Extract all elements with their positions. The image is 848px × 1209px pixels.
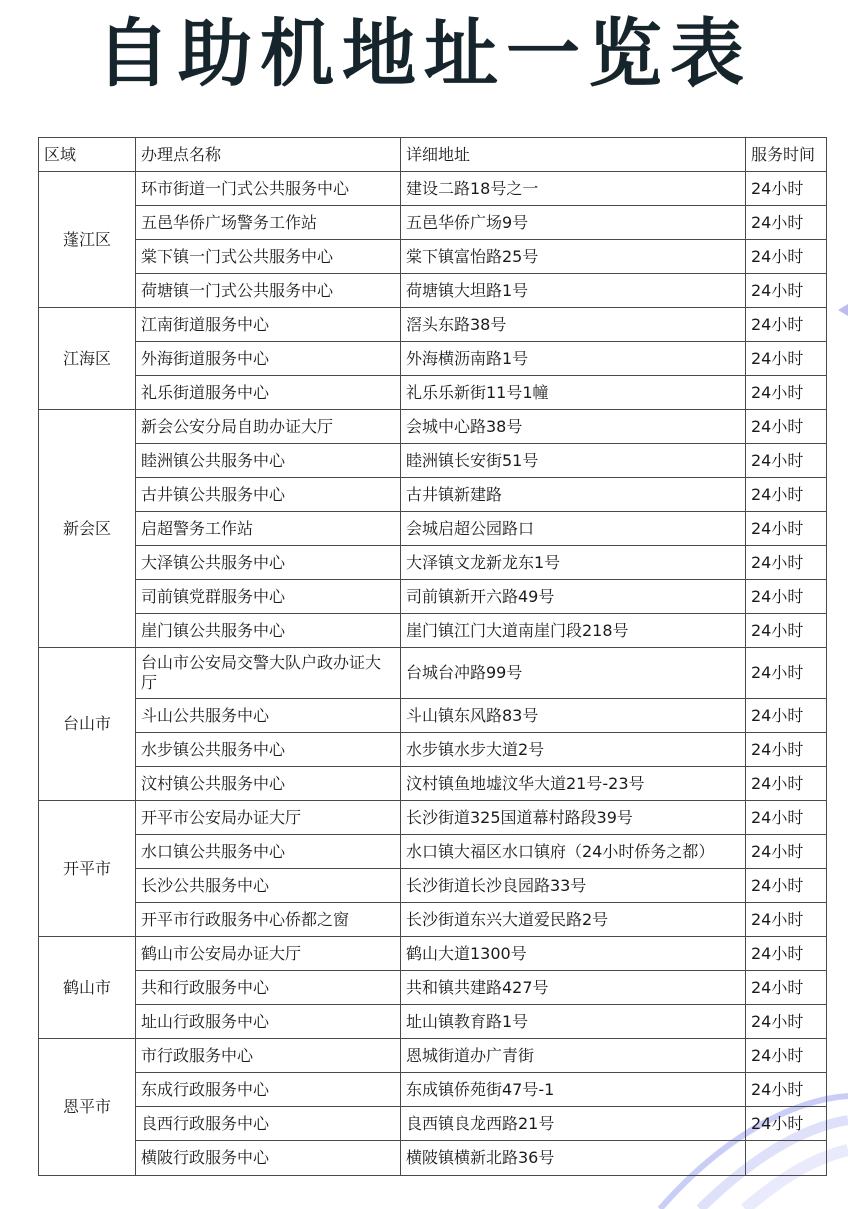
hours-cell: 24小时	[746, 699, 827, 733]
address-cell: 会城启超公园路口	[401, 512, 746, 546]
address-cell: 水步镇水步大道2号	[401, 733, 746, 767]
region-cell: 蓬江区	[39, 172, 136, 308]
table-row	[39, 444, 827, 478]
site-name-cell: 江南街道服务中心	[136, 308, 401, 342]
hours-cell: 24小时	[746, 903, 827, 937]
table-row	[39, 240, 827, 274]
region-cell: 新会区	[39, 410, 136, 648]
address-cell: 共和镇共建路427号	[401, 971, 746, 1005]
site-name-cell: 长沙公共服务中心	[136, 869, 401, 903]
address-cell: 建设二路18号之一	[401, 172, 746, 206]
table-body	[39, 172, 827, 1176]
table-row	[39, 410, 827, 444]
address-cell: 礼乐乐新街11号1幢	[401, 376, 746, 410]
site-name-cell: 五邑华侨广场警务工作站	[136, 206, 401, 240]
hours-cell: 24小时	[746, 478, 827, 512]
address-cell: 斗山镇东风路83号	[401, 699, 746, 733]
hours-cell	[746, 1141, 827, 1176]
address-cell: 良西镇良龙西路21号	[401, 1107, 746, 1141]
region-cell: 恩平市	[39, 1039, 136, 1176]
address-cell: 长沙街道长沙良园路33号	[401, 869, 746, 903]
header-address: 详细地址	[401, 138, 746, 172]
site-name-cell: 新会公安分局自助办证大厅	[136, 410, 401, 444]
site-name-cell: 环市街道一门式公共服务中心	[136, 172, 401, 206]
table-row	[39, 801, 827, 835]
hours-cell: 24小时	[746, 512, 827, 546]
table-row	[39, 1005, 827, 1039]
hours-cell: 24小时	[746, 376, 827, 410]
address-cell: 鹤山大道1300号	[401, 937, 746, 971]
hours-cell: 24小时	[746, 546, 827, 580]
table-row	[39, 172, 827, 206]
site-name-cell: 司前镇党群服务中心	[136, 580, 401, 614]
region-cell: 江海区	[39, 308, 136, 410]
address-cell: 恩城街道办广青街	[401, 1039, 746, 1073]
site-name-cell: 礼乐街道服务中心	[136, 376, 401, 410]
table-row	[39, 767, 827, 801]
table-row	[39, 376, 827, 410]
hours-cell: 24小时	[746, 206, 827, 240]
header-region: 区域	[39, 138, 136, 172]
address-cell: 址山镇教育路1号	[401, 1005, 746, 1039]
hours-cell: 24小时	[746, 648, 827, 699]
hours-cell: 24小时	[746, 1107, 827, 1141]
table-row	[39, 903, 827, 937]
address-cell: 滘头东路38号	[401, 308, 746, 342]
hours-cell: 24小时	[746, 274, 827, 308]
header-hours: 服务时间	[746, 138, 827, 172]
address-cell: 水口镇大福区水口镇府（24小时侨务之都）	[401, 835, 746, 869]
hours-cell: 24小时	[746, 971, 827, 1005]
table-row	[39, 937, 827, 971]
table-row	[39, 1073, 827, 1107]
hours-cell: 24小时	[746, 172, 827, 206]
site-name-cell: 睦洲镇公共服务中心	[136, 444, 401, 478]
site-name-cell: 址山行政服务中心	[136, 1005, 401, 1039]
table-row	[39, 971, 827, 1005]
table-row	[39, 1141, 827, 1176]
hours-cell: 24小时	[746, 1005, 827, 1039]
region-cell: 开平市	[39, 801, 136, 937]
hours-cell: 24小时	[746, 444, 827, 478]
site-name-cell: 荷塘镇一门式公共服务中心	[136, 274, 401, 308]
site-name-cell: 台山市公安局交警大队户政办证大厅	[136, 648, 401, 699]
table-row	[39, 614, 827, 648]
site-name-cell: 鹤山市公安局办证大厅	[136, 937, 401, 971]
region-cell: 台山市	[39, 648, 136, 801]
table-row	[39, 869, 827, 903]
site-name-cell: 开平市公安局办证大厅	[136, 801, 401, 835]
hours-cell: 24小时	[746, 1073, 827, 1107]
site-name-cell: 古井镇公共服务中心	[136, 478, 401, 512]
table-row	[39, 342, 827, 376]
address-cell: 司前镇新开六路49号	[401, 580, 746, 614]
address-cell: 会城中心路38号	[401, 410, 746, 444]
header-name: 办理点名称	[136, 138, 401, 172]
address-cell: 外海横沥南路1号	[401, 342, 746, 376]
table-row	[39, 308, 827, 342]
address-cell: 东成镇侨苑街47号-1	[401, 1073, 746, 1107]
site-name-cell: 斗山公共服务中心	[136, 699, 401, 733]
address-cell: 汶村镇鱼地墟汶华大道21号-23号	[401, 767, 746, 801]
site-name-cell: 东成行政服务中心	[136, 1073, 401, 1107]
site-name-cell: 启超警务工作站	[136, 512, 401, 546]
hours-cell: 24小时	[746, 410, 827, 444]
address-cell: 台城台冲路99号	[401, 648, 746, 699]
site-name-cell: 水口镇公共服务中心	[136, 835, 401, 869]
hours-cell: 24小时	[746, 767, 827, 801]
hours-cell: 24小时	[746, 733, 827, 767]
hours-cell: 24小时	[746, 1039, 827, 1073]
hours-cell: 24小时	[746, 614, 827, 648]
site-name-cell: 棠下镇一门式公共服务中心	[136, 240, 401, 274]
address-cell: 古井镇新建路	[401, 478, 746, 512]
site-name-cell: 崖门镇公共服务中心	[136, 614, 401, 648]
hours-cell: 24小时	[746, 240, 827, 274]
address-cell: 崖门镇江门大道南崖门段218号	[401, 614, 746, 648]
site-name-cell: 市行政服务中心	[136, 1039, 401, 1073]
hours-cell: 24小时	[746, 580, 827, 614]
address-cell: 横陂镇横新北路36号	[401, 1141, 746, 1176]
site-name-cell: 汶村镇公共服务中心	[136, 767, 401, 801]
table-row	[39, 206, 827, 240]
table-row	[39, 546, 827, 580]
site-name-cell: 大泽镇公共服务中心	[136, 546, 401, 580]
address-cell: 大泽镇文龙新龙东1号	[401, 546, 746, 580]
table-row	[39, 512, 827, 546]
site-name-cell: 开平市行政服务中心侨都之窗	[136, 903, 401, 937]
table-row	[39, 478, 827, 512]
table-row	[39, 580, 827, 614]
address-cell: 五邑华侨广场9号	[401, 206, 746, 240]
table-row	[39, 1107, 827, 1141]
address-cell: 荷塘镇大坦路1号	[401, 274, 746, 308]
hours-cell: 24小时	[746, 937, 827, 971]
hours-cell: 24小时	[746, 835, 827, 869]
hours-cell: 24小时	[746, 308, 827, 342]
table-row	[39, 699, 827, 733]
table-row	[39, 648, 827, 699]
hours-cell: 24小时	[746, 801, 827, 835]
site-name-cell: 共和行政服务中心	[136, 971, 401, 1005]
hours-cell: 24小时	[746, 342, 827, 376]
table-row	[39, 1039, 827, 1073]
table-row	[39, 274, 827, 308]
hours-cell: 24小时	[746, 869, 827, 903]
table-row	[39, 835, 827, 869]
region-cell: 鹤山市	[39, 937, 136, 1039]
site-name-cell: 良西行政服务中心	[136, 1107, 401, 1141]
address-cell: 长沙街道325国道幕村路段39号	[401, 801, 746, 835]
address-cell: 长沙街道东兴大道爱民路2号	[401, 903, 746, 937]
site-name-cell: 外海街道服务中心	[136, 342, 401, 376]
table-header-row	[39, 138, 827, 172]
page-title: 自助机地址一览表	[96, 11, 752, 97]
address-cell: 睦洲镇长安街51号	[401, 444, 746, 478]
table-row	[39, 733, 827, 767]
site-name-cell: 水步镇公共服务中心	[136, 733, 401, 767]
machine-address-table	[38, 137, 827, 1176]
site-name-cell: 横陂行政服务中心	[136, 1141, 401, 1176]
address-cell: 棠下镇富怡路25号	[401, 240, 746, 274]
